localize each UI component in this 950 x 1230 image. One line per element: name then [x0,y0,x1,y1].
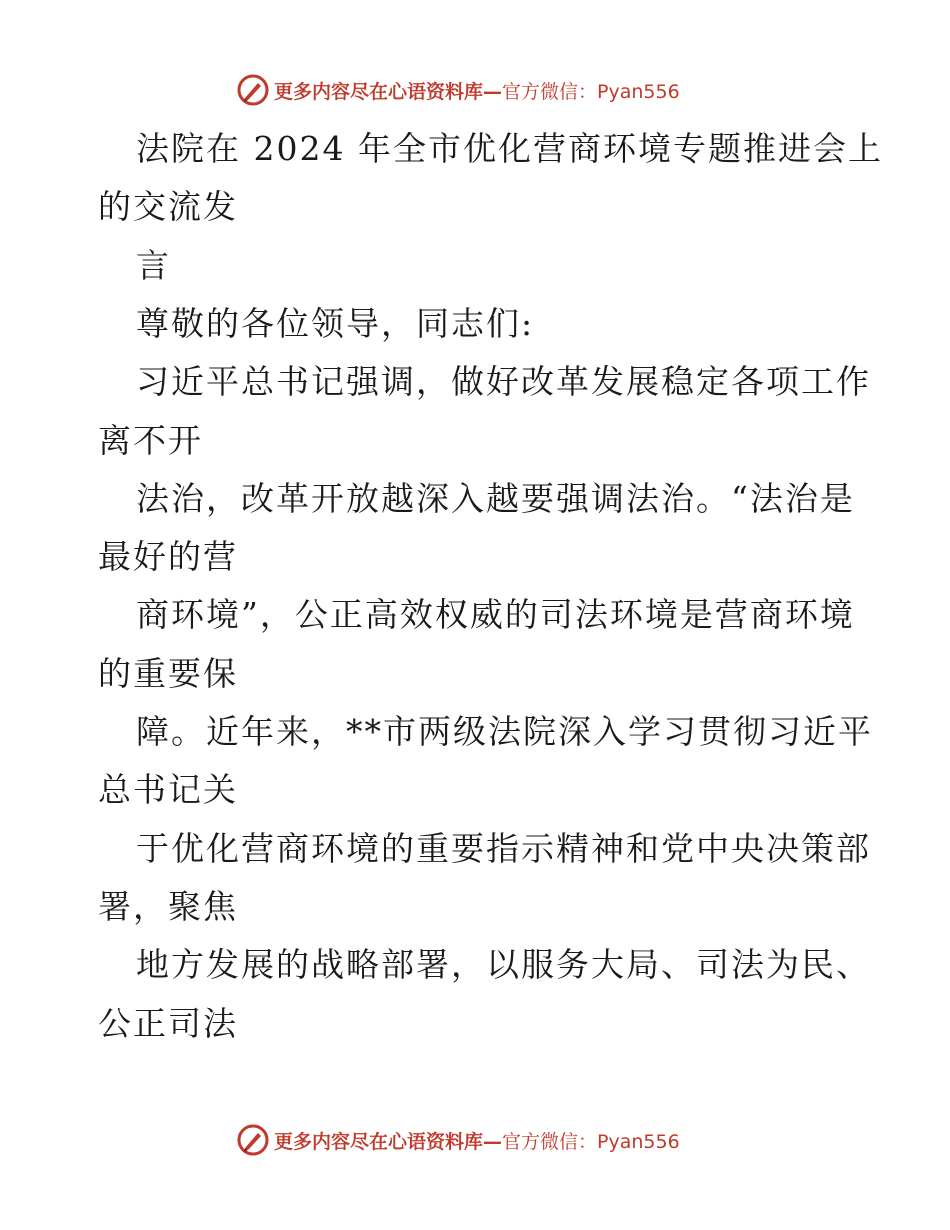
pen-logo-icon [236,1123,270,1157]
watermark-text: 更多内容尽在心语资料库—官方微信：Pyan556 [274,80,680,103]
watermark-wechat: 官方微信：Pyan556 [502,80,680,103]
watermark-text: 更多内容尽在心语资料库—官方微信：Pyan556 [274,1130,680,1153]
text-line: 总书记关 [98,770,238,810]
text-line: 障。近年来，**市两级法院深入学习贯彻习近平 [136,712,873,751]
watermark-wechat: 官方微信：Pyan556 [502,1130,680,1153]
header-watermark [236,72,680,108]
footer-watermark [236,1122,680,1158]
text-line: 于优化营商环境的重要指示精神和党中央决策部 [136,828,871,868]
pen-logo-icon [236,73,270,107]
text-line: 言 [136,245,171,285]
text-line: 习近平总书记强调，做好改革发展稳定各项工作 [136,362,871,402]
text-line: 法治，改革开放越深入越要强调法治。“法治是 [136,478,855,518]
text-line: 法院在 2024 年全市优化营商环境专题推进会上 [136,129,883,168]
text-line: 的重要保 [98,653,238,693]
text-line: 地方发展的战略部署，以服务大局、司法为民、 [136,945,871,985]
text-line: 的交流发 [98,187,238,227]
text-line: 尊敬的各位领导，同志们: [136,303,535,343]
text-line: 最好的营 [98,537,238,577]
text-line: 署，聚焦 [98,886,238,926]
text-line: 商环境”，公正高效权威的司法环境是营商环境 [136,595,855,635]
text-line: 离不开 [98,420,203,460]
text-line: 公正司法 [98,1003,238,1043]
